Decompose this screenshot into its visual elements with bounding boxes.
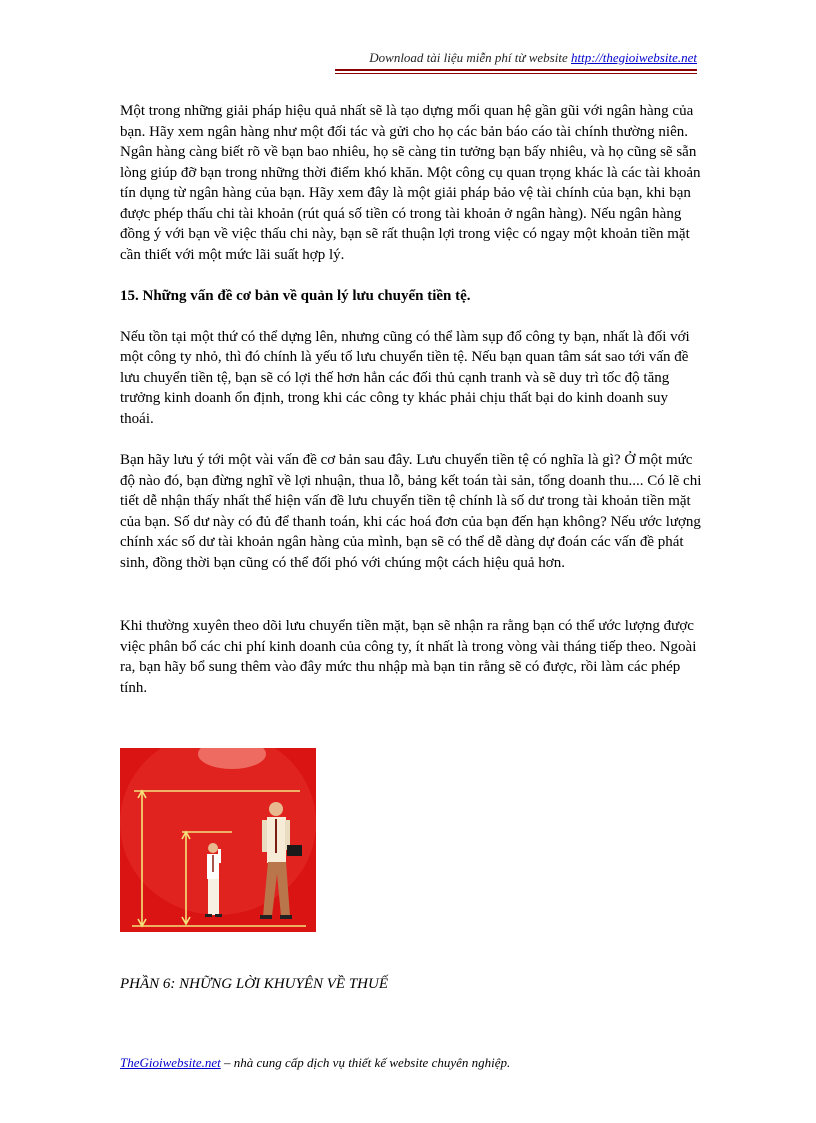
- section-title: PHẦN 6: NHỮNG LỜI KHUYÊN VỀ THUẾ: [120, 976, 388, 992]
- paragraph-cash-flow-basics: Bạn hãy lưu ý tới một vài vấn đề cơ bản sau đây. Lưu chuyển tiền tệ có nghĩa là gì? Ở một mức độ nào đó, bạn đừng nghĩ về lợi nhuận, thua lỗ, bảng kết toán tài sản, tổng doanh thu.... Có lẽ chi tiết dễ nhận thấy nhất thể hiện vấn đề lưu chuyển tiền tệ chính là số dư trong tài khoản tiền mặt của bạn. Số dư này có đủ để thanh toán, khi các hoá đơn của bạn đến hạn không? Nếu ước lượng chính xác số dư tài khoản ngân hàng của mình, bạn sẽ có thể dễ dàng dự đoán các vấn đề phát sinh, đồng thời bạn cũng có thể đối phó với chúng một cách hiệu quả hơn.: [120, 452, 702, 571]
- section-heading: 15. Những vấn đề cơ bản về quản lý lưu chuyển tiền tệ.: [120, 288, 471, 304]
- paragraph-bank-relationship: Một trong những giải pháp hiệu quả nhất sẽ là tạo dựng mối quan hệ gần gũi với ngân hàng của bạn. Hãy xem ngân hàng như một đối tác và gửi cho họ các bản báo cáo tài chính thường niên. Ngân hàng càng biết rõ về bạn bao nhiêu, họ sẽ càng tin tưởng bạn bấy nhiêu, và họ cũng sẽ sẵn lòng giúp đỡ bạn trong những thời điểm khó khăn. Một công cụ quan trọng khác là các tài khoản tín dụng từ ngân hàng của bạn. Hãy xem đây là một giải pháp bảo vệ tài chính của bạn, khi bạn được phép thấu chi tài khoản (rút quá số tiền có trong tài khoản ở ngân hàng). Nếu ngân hàng đồng ý với bạn về việc thấu chi này, bạn sẽ rất thuận lợi trong việc có ngay một khoản tiền mặt cần thiết với một mức lãi suất hợp lý.: [120, 103, 701, 263]
- page-header: [120, 50, 697, 66]
- header-divider: [335, 69, 697, 71]
- header-text: Download tài liệu miễn phí từ website: [369, 50, 571, 65]
- header-divider-thin: [335, 73, 697, 74]
- illustration-growth-figure: [120, 748, 316, 932]
- footer-link[interactable]: TheGioiwebsite.net: [120, 1055, 221, 1070]
- document-body: [120, 101, 702, 719]
- paragraph-cash-flow-intro: Nếu tồn tại một thứ có thể dựng lên, nhưng cũng có thể làm sụp đổ công ty bạn, nhất là đối với một công ty nhỏ, thì đó chính là yếu tố lưu chuyển tiền tệ. Nếu bạn quan tâm sát sao tới vấn đề lưu chuyển tiền tệ, bạn sẽ có lợi thế hơn hẳn các đối thủ cạnh tranh và sẽ duy trì tốc độ tăng trưởng kinh doanh ổn định, trong khi các công ty khác phải chịu thất bại do kinh doanh suy thoái.: [120, 328, 690, 427]
- paragraph-cash-flow-tracking: Khi thường xuyên theo dõi lưu chuyển tiền mặt, bạn sẽ nhận ra rằng bạn có thể ước lượng được việc phân bổ các chi phí kinh doanh của công ty, ít nhất là trong vòng vài tháng tiếp theo. Ngoài ra, bạn hãy bổ sung thêm vào đây mức thu nhập mà bạn tin rằng sẽ có được, rồi làm các phép tính.: [120, 618, 697, 696]
- footer-text: – nhà cung cấp dịch vụ thiết kế website chuyên nghiệp.: [220, 1055, 511, 1070]
- page-footer: [120, 1055, 510, 1071]
- header-link[interactable]: http://thegioiwebsite.net: [570, 50, 697, 65]
